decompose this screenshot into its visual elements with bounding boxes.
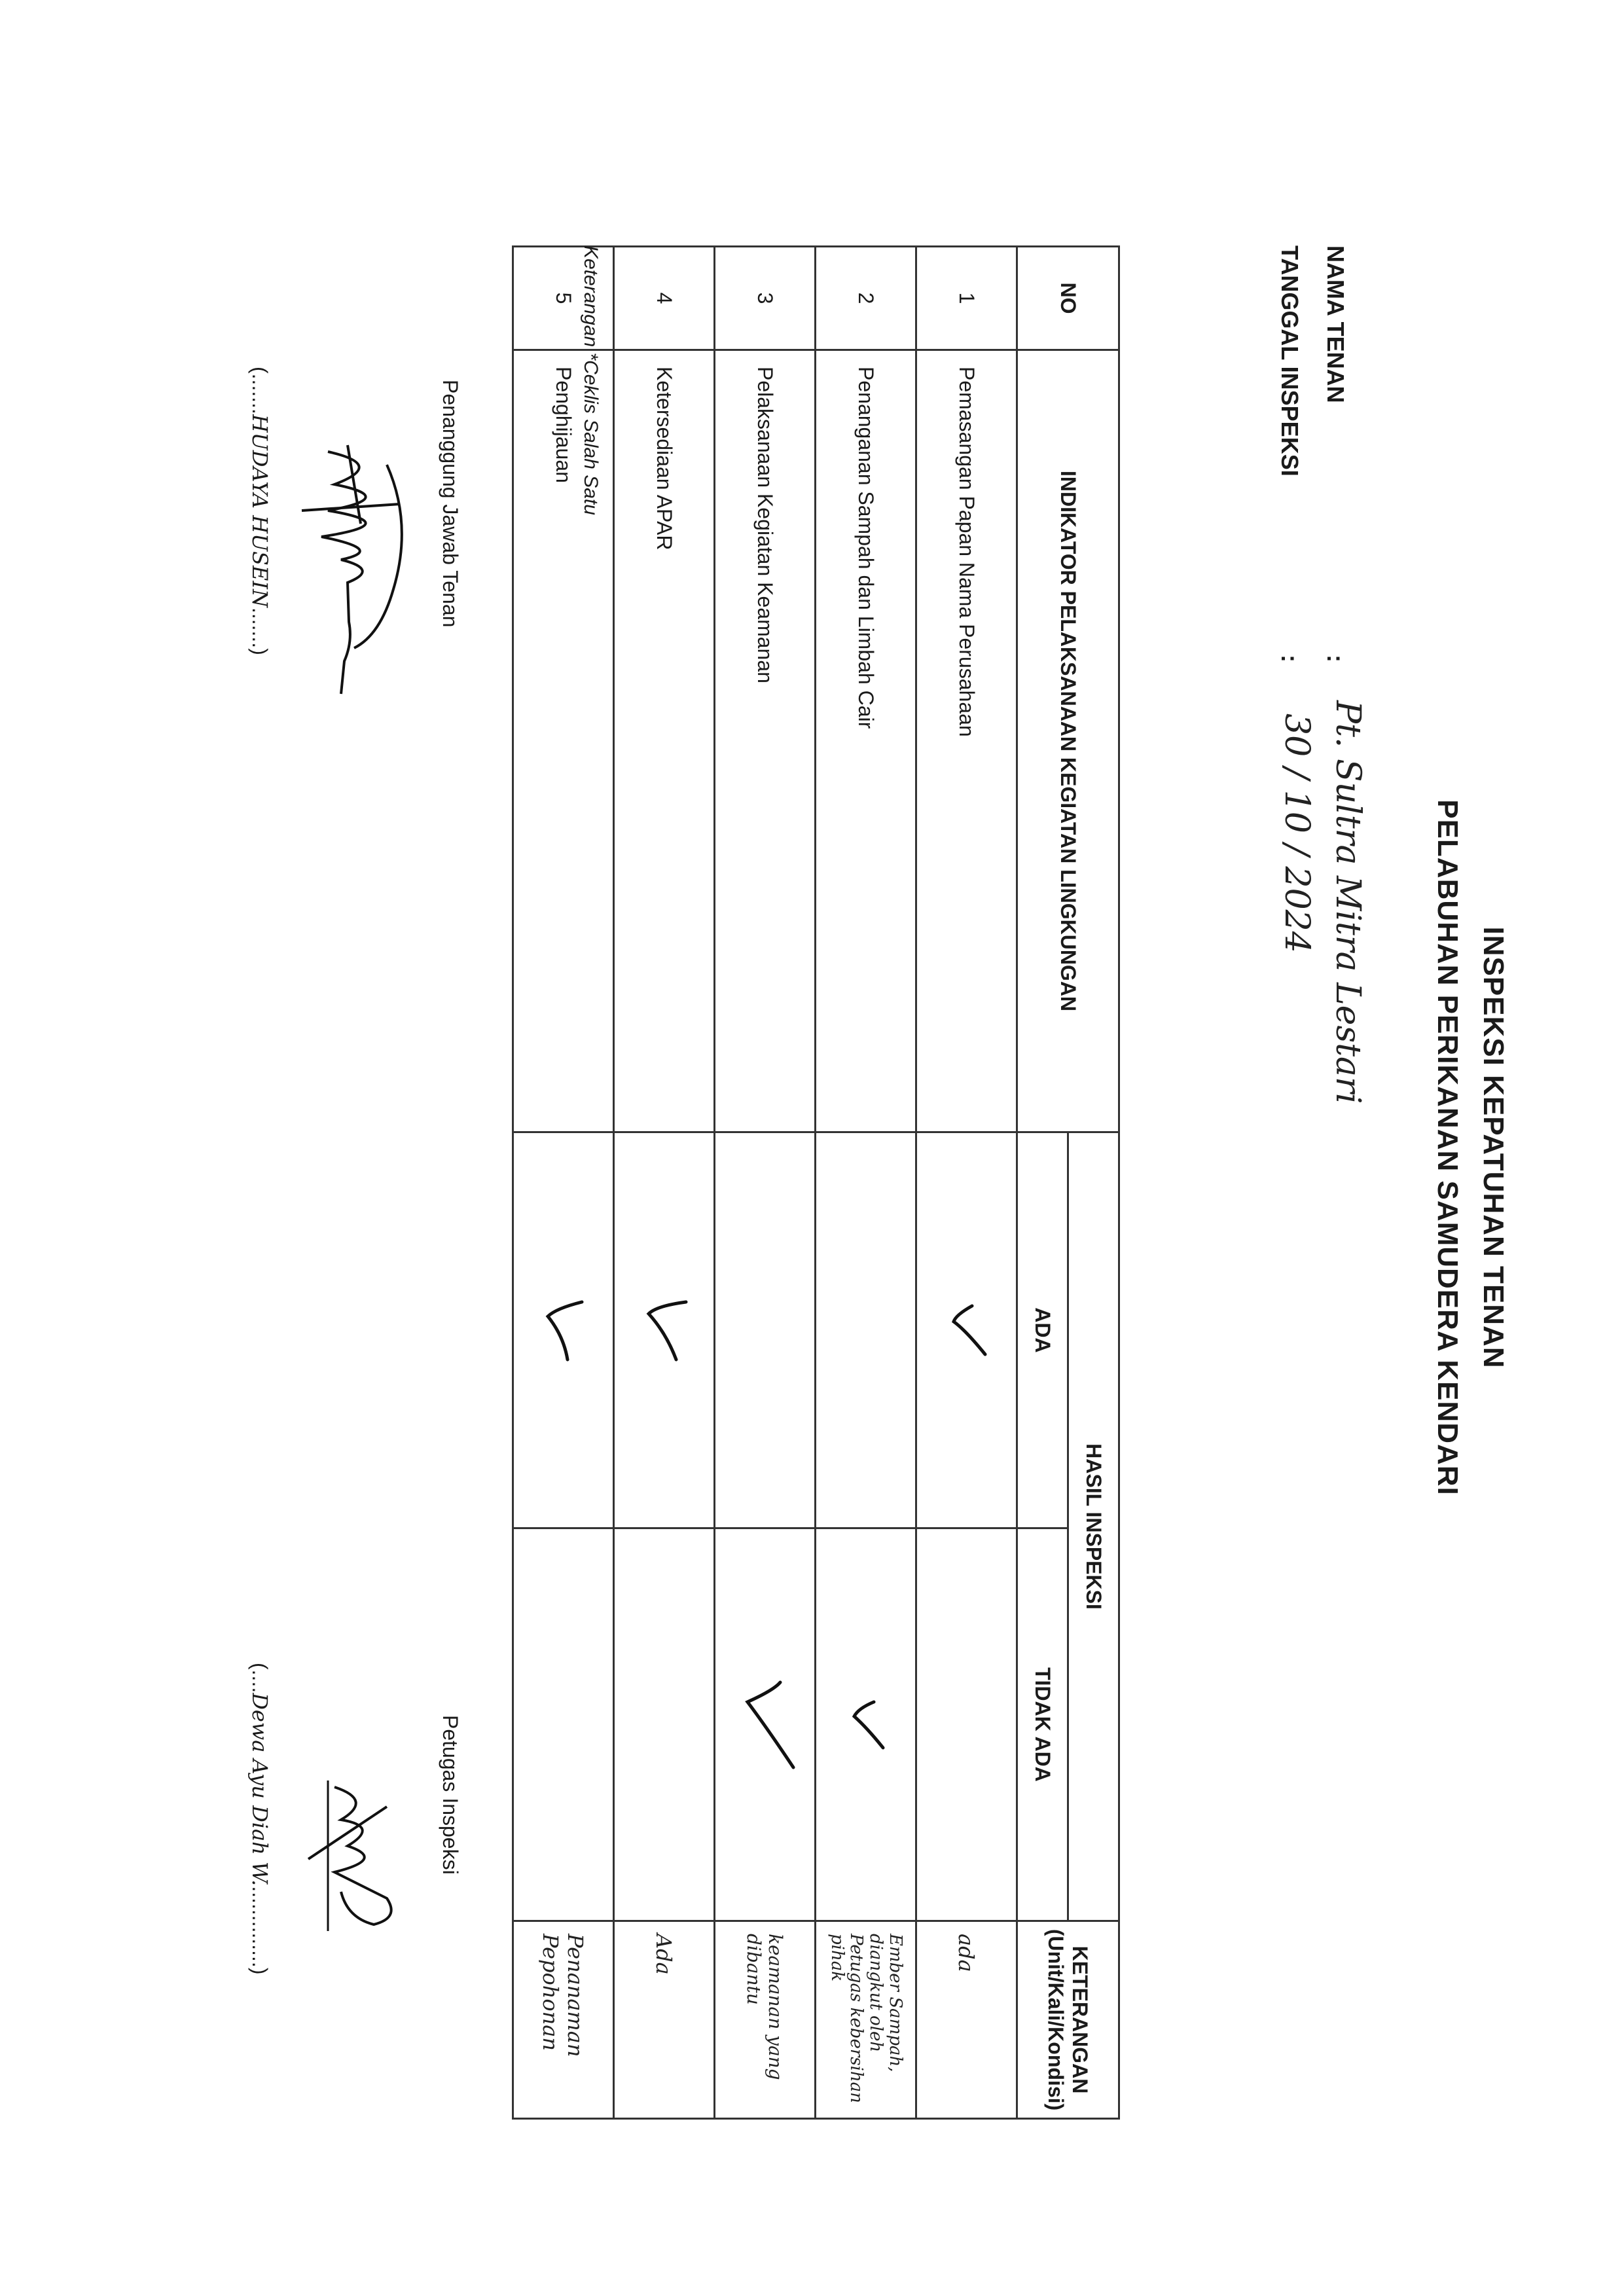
- table-row: [916, 247, 1017, 2119]
- row-no: 3: [715, 247, 816, 350]
- table-row: [513, 247, 614, 2119]
- row-no: 4: [614, 247, 715, 350]
- table-row: [614, 247, 715, 2119]
- inspection-date-label: TANGGAL INSPEKSI: [1276, 245, 1303, 477]
- row-no: 2: [816, 247, 916, 350]
- header-indicator: INDIKATOR PELAKSANAAN KEGIATAN LINGKUNGAN: [1017, 350, 1119, 1132]
- row-keterangan: Penanaman Pepohonan: [513, 1921, 614, 2119]
- tidak-ada-cell: [715, 1528, 816, 1921]
- header-result: HASIL INSPEKSI: [1068, 1132, 1119, 1921]
- form-title: INSPEKSI KEPATUHAN TENAN: [1477, 926, 1509, 1369]
- table-row: [715, 247, 816, 2119]
- inspector-label: Petugas Inspeksi: [439, 1715, 462, 1875]
- inspector-name: (....Dewa Ayu Diah W...............): [247, 1663, 272, 1975]
- row-no: 5: [513, 247, 614, 350]
- header-tidak-ada: TIDAK ADA: [1017, 1528, 1068, 1921]
- checkmark-icon: [846, 1695, 892, 1754]
- tenant-responsible-label: Penanggung Jawab Tenan: [439, 380, 462, 628]
- row-keterangan: Ember Sampah, diangkut oleh Petugas kebersihan pihak: [816, 1921, 916, 2119]
- footnote: Keterangan *Ceklis Salah Satu: [580, 245, 602, 515]
- tenant-name-label: NAMA TENAN: [1322, 245, 1349, 403]
- ada-cell: [715, 1132, 816, 1528]
- row-indicator: Penanganan Sampah dan Limbah Cair: [816, 350, 916, 1132]
- inspector-signature-image: [289, 1761, 426, 1957]
- tenant-responsible-name: (.......HUDAYA HUSEIN.......): [247, 367, 272, 655]
- row-no: 1: [916, 247, 1017, 350]
- tenant-name-colon: :: [1322, 655, 1349, 662]
- inspector-name-text: Dewa Ayu Diah W.: [247, 1693, 272, 1887]
- row-keterangan: keamanan yang dibantu: [715, 1921, 816, 2119]
- row-indicator: Penghijauan: [513, 350, 614, 1132]
- checkmark-icon: [947, 1301, 992, 1360]
- ada-cell: [816, 1132, 916, 1528]
- tidak-ada-cell: [513, 1528, 614, 1921]
- inspection-date-value: 30 / 10 / 2024: [1277, 714, 1316, 953]
- row-indicator: Pelaksanaan Kegiatan Keamanan: [715, 350, 816, 1132]
- ada-cell: [614, 1132, 715, 1528]
- header-keterangan-sub: (Unit/Kali/Kondisi): [1044, 1928, 1068, 2111]
- tidak-ada-cell: [614, 1528, 715, 1921]
- tenant-signature-image: [289, 425, 426, 714]
- checkmark-icon: [638, 1294, 696, 1366]
- tenant-responsible-name-text: HUDAYA HUSEIN: [247, 414, 272, 607]
- row-keterangan: ada: [916, 1921, 1017, 2119]
- row-indicator: Pemasangan Papan Nama Perusahaan: [916, 350, 1017, 1132]
- header-keterangan-title: KETERANGAN: [1068, 1945, 1092, 2094]
- inspection-date-colon: :: [1276, 655, 1303, 662]
- tidak-ada-cell: [816, 1528, 916, 1921]
- ada-cell: [513, 1132, 614, 1528]
- header-ada: ADA: [1017, 1132, 1068, 1528]
- checkmark-icon: [537, 1294, 596, 1366]
- tenant-name-value: Pt. Sultra Mitra Lestari: [1328, 700, 1367, 1104]
- ada-cell: [916, 1132, 1017, 1528]
- row-indicator: Ketersediaan APAR: [614, 350, 715, 1132]
- checkmark-icon: [735, 1676, 801, 1774]
- inspection-table: [512, 245, 1120, 2120]
- row-keterangan: Ada: [614, 1921, 715, 2119]
- header-keterangan: [1017, 1921, 1119, 2119]
- tidak-ada-cell: [916, 1528, 1017, 1921]
- table-row: [816, 247, 916, 2119]
- form-subtitle: PELABUHAN PERIKANAN SAMUDERA KENDARI: [1432, 799, 1464, 1496]
- header-no: NO: [1017, 247, 1119, 350]
